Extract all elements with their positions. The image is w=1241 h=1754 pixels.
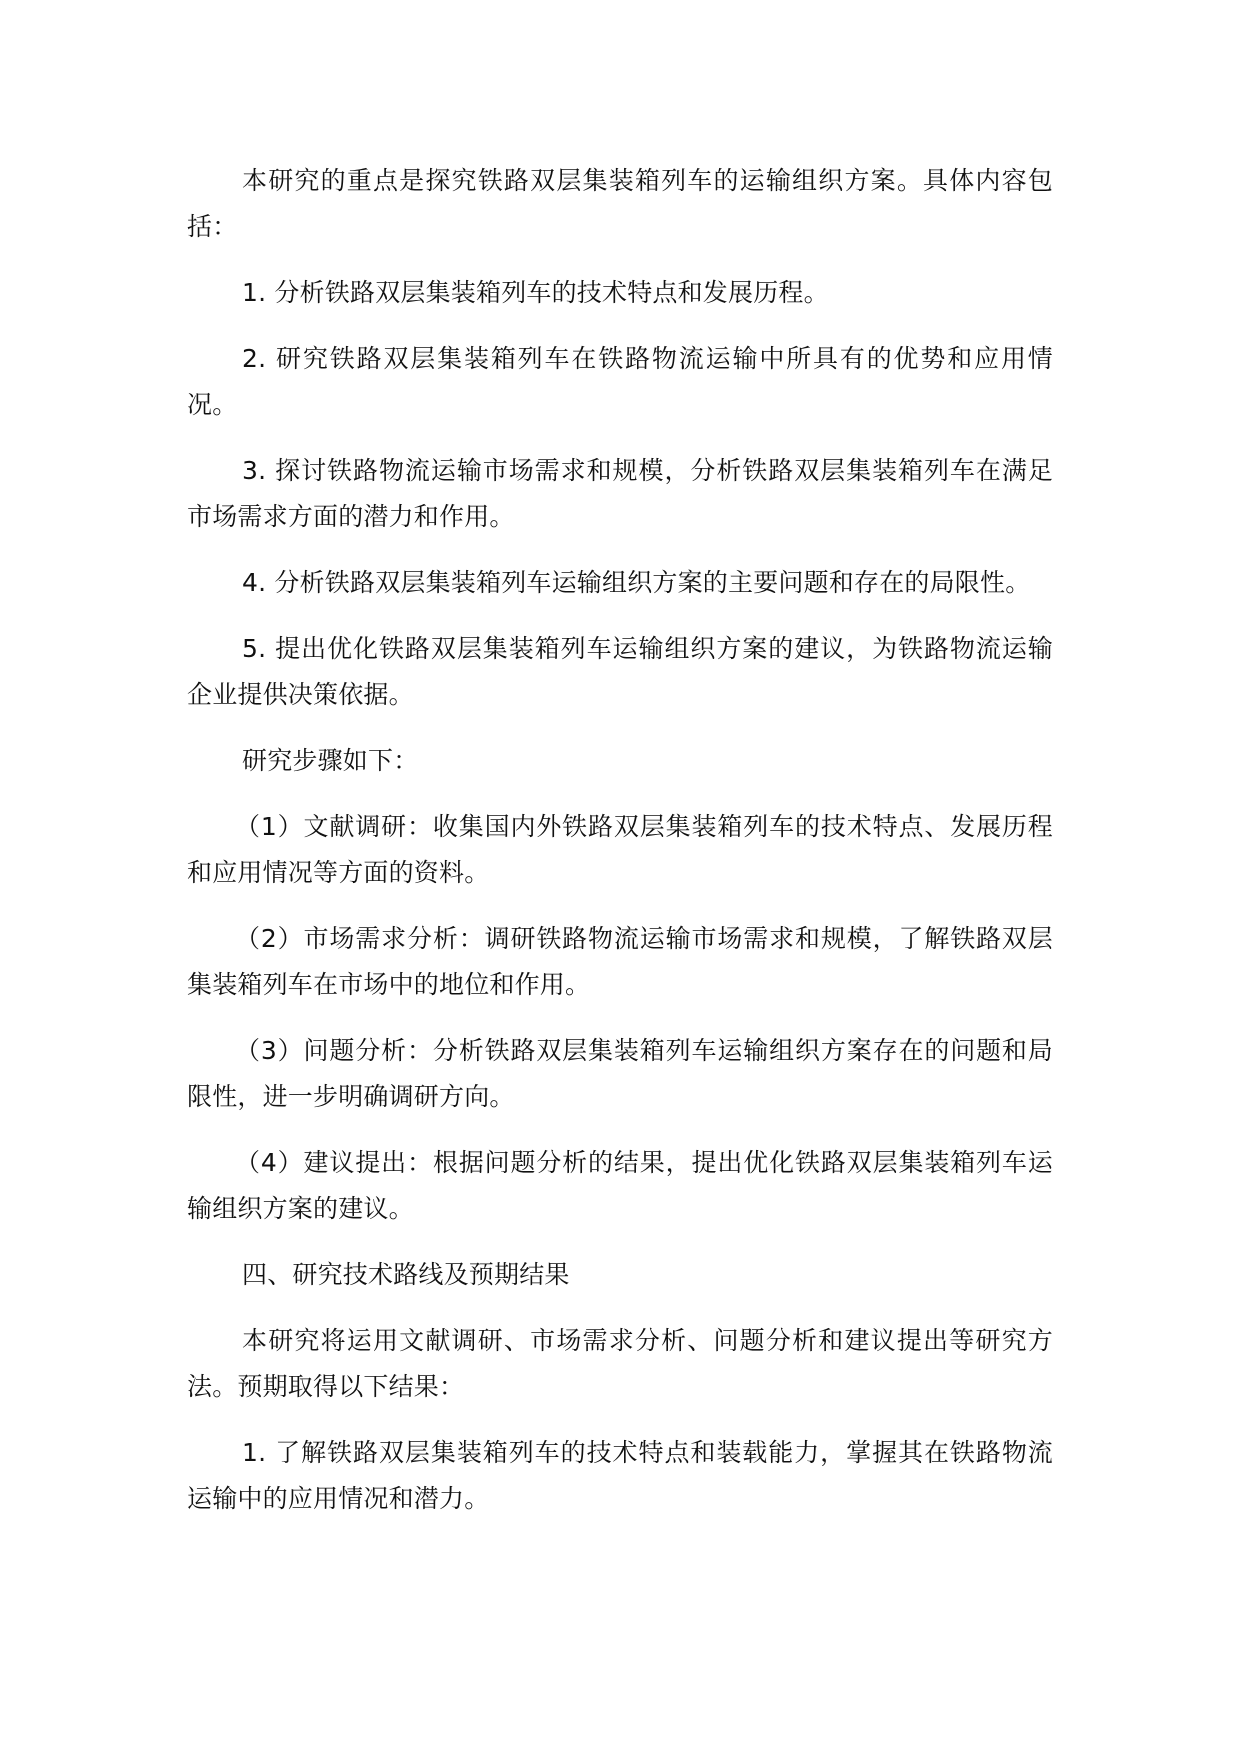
step-1: （1）文献调研：收集国内外铁路双层集装箱列车的技术特点、发展历程和应用情况等方面的资料。: [187, 812, 1053, 887]
step-4: （4）建议提出：根据问题分析的结果，提出优化铁路双层集装箱列车运输组织方案的建议。: [187, 1148, 1053, 1223]
document-body: [187, 158, 1053, 1542]
intro-paragraph: 本研究的重点是探究铁路双层集装箱列车的运输组织方案。具体内容包括：: [187, 166, 1053, 241]
step-2: （2）市场需求分析：调研铁路物流运输市场需求和规模，了解铁路双层集装箱列车在市场中的地位和作用。: [187, 924, 1053, 999]
steps-heading: 研究步骤如下：: [242, 746, 419, 775]
content-item-1: 1. 分析铁路双层集装箱列车的技术特点和发展历程。: [242, 278, 829, 307]
section-heading-4: 四、研究技术路线及预期结果: [242, 1260, 570, 1289]
step-3: （3）问题分析：分析铁路双层集装箱列车运输组织方案存在的问题和局限性，进一步明确调研方向。: [187, 1036, 1053, 1111]
expected-result-1: 1. 了解铁路双层集装箱列车的技术特点和装载能力，掌握其在铁路物流运输中的应用情况和潜力。: [187, 1438, 1053, 1513]
content-item-3: 3. 探讨铁路物流运输市场需求和规模，分析铁路双层集装箱列车在满足市场需求方面的潜力和作用。: [187, 456, 1053, 531]
content-item-2: 2. 研究铁路双层集装箱列车在铁路物流运输中所具有的优势和应用情况。: [187, 344, 1053, 419]
content-item-4: 4. 分析铁路双层集装箱列车运输组织方案的主要问题和存在的局限性。: [242, 568, 1031, 597]
methods-paragraph: 本研究将运用文献调研、市场需求分析、问题分析和建议提出等研究方法。预期取得以下结果：: [187, 1326, 1053, 1401]
content-item-5: 5. 提出优化铁路双层集装箱列车运输组织方案的建议，为铁路物流运输企业提供决策依据。: [187, 634, 1053, 709]
